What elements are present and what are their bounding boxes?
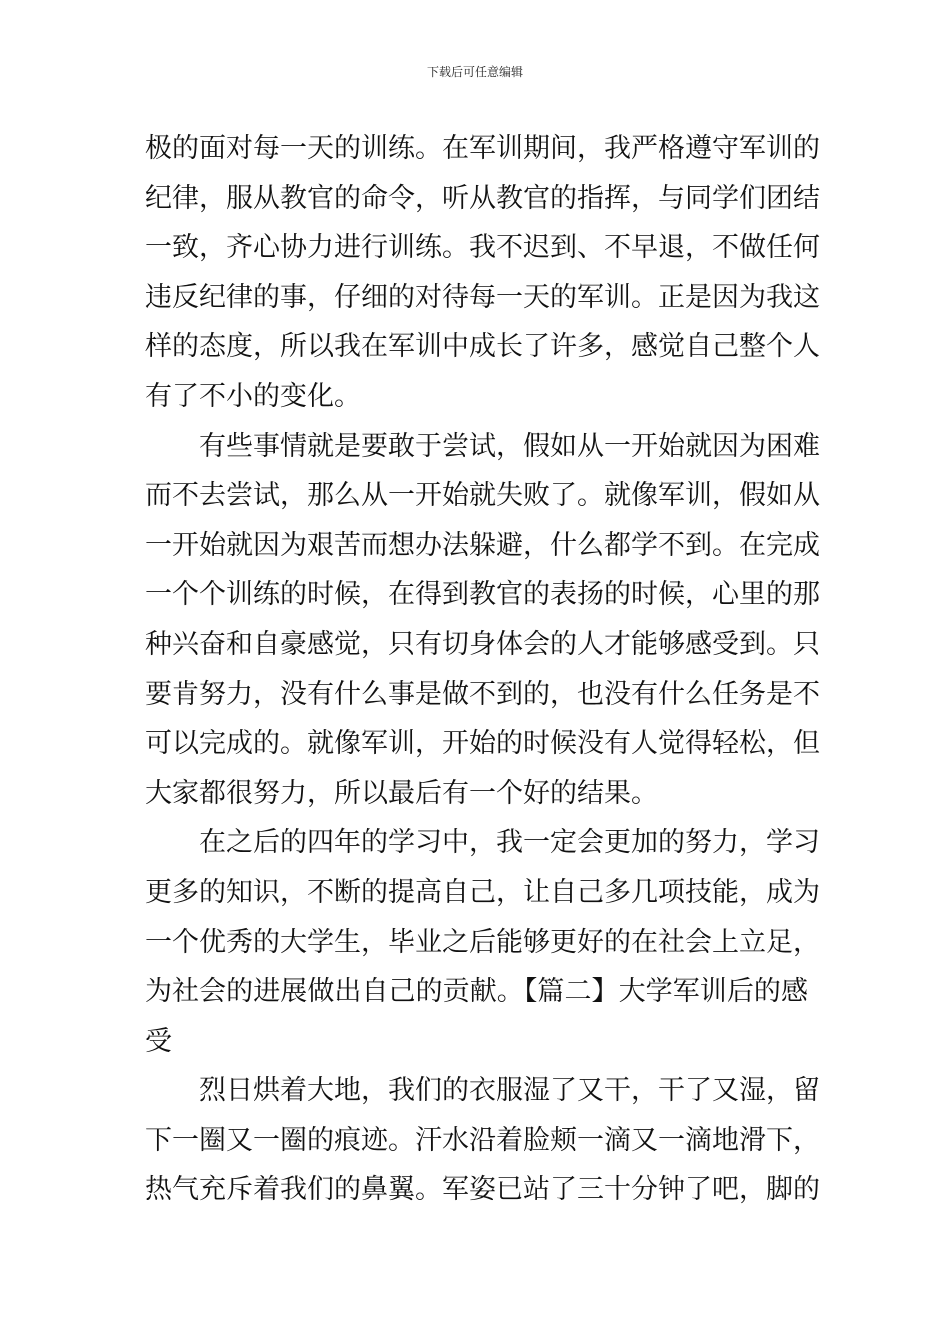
- text-line: 一开始就因为艰苦而想办法躲避，什么都学不到。在完成: [145, 529, 820, 561]
- text-line: 烈日烘着大地，我们的衣服湿了又干，干了又湿，留: [199, 1075, 820, 1107]
- text-line: 下一圈又一圈的痕迹。汗水沿着脸颊一滴又一滴地滑下，: [145, 1124, 820, 1156]
- text-line: 更多的知识，不断的提高自己，让自己多几项技能，成为: [145, 876, 820, 908]
- text-line: 可以完成的。就像军训，开始的时候没有人觉得轻松，但: [145, 728, 820, 760]
- text-line: 大家都很努力，所以最后有一个好的结果。: [145, 777, 658, 809]
- text-line: 有了不小的变化。: [145, 380, 361, 412]
- text-line: 而不去尝试，那么从一开始就失败了。就像军训，假如从: [145, 480, 820, 512]
- text-line: 纪律，服从教官的命令，听从教官的指挥，与同学们团结: [145, 182, 820, 214]
- paragraph-3: [145, 818, 820, 1066]
- text-line: 一致，齐心协力进行训练。我不迟到、不早退，不做任何: [145, 232, 820, 264]
- text-line: 极的面对每一天的训练。在军训期间，我严格遵守军训的: [145, 133, 820, 164]
- text-line: 要肯努力，没有什么事是做不到的，也没有什么任务是不: [145, 678, 820, 710]
- text-line: 种兴奋和自豪感觉，只有切身体会的人才能够感受到。只: [145, 628, 820, 660]
- page-header: 下载后可任意编辑: [426, 65, 523, 79]
- paragraph-4: [145, 1066, 820, 1215]
- text-line: 热气充斥着我们的鼻翼。军姿已站了三十分钟了吧，脚的: [145, 1174, 820, 1206]
- text-line: 违反纪律的事，仔细的对待每一天的军训。正是因为我这: [145, 281, 820, 313]
- text-line: 一个个训练的时候，在得到教官的表扬的时候，心里的那: [145, 579, 820, 611]
- text-line: 样的态度，所以我在军训中成长了许多，感觉自己整个人: [145, 331, 820, 363]
- text-line: 在之后的四年的学习中，我一定会更加的努力，学习: [199, 827, 820, 859]
- text-line: 有些事情就是要敢于尝试，假如从一开始就因为困难: [199, 430, 820, 462]
- text-line: 一个优秀的大学生，毕业之后能够更好的在社会上立足，: [145, 926, 820, 958]
- text-line: 为社会的进展做出自己的贡献。【篇二】大学军训后的感: [145, 976, 808, 1008]
- paragraph-2: [145, 422, 820, 819]
- paragraph-1: [145, 124, 820, 422]
- text-line: 受: [145, 1025, 172, 1057]
- document-body: [145, 124, 820, 1215]
